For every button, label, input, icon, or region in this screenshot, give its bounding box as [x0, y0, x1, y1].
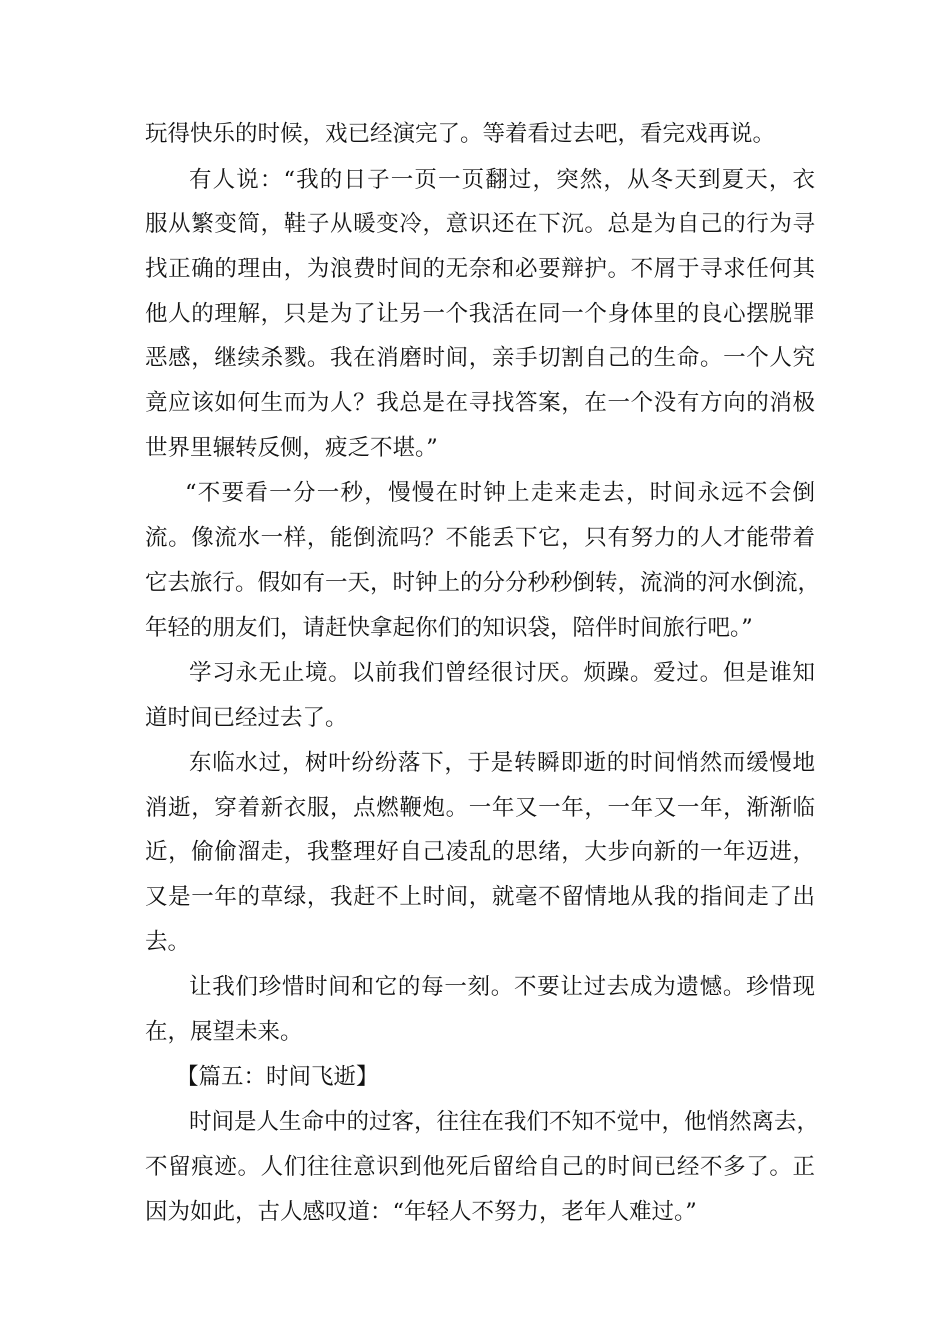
text-line: 有人说：“我的日子一页一页翻过，突然，从冬天到夏天，衣 [189, 167, 815, 193]
text-line: 道时间已经过去了。 [145, 705, 348, 731]
text-line: 时间是人生命中的过客，往往在我们不知不觉中，他悄然离去， [189, 1109, 820, 1135]
section-heading: 【篇五：时间飞逝】 [176, 1064, 379, 1090]
text-line: 近，偷偷溜走，我整理好自己凌乱的思绪，大步向新的一年迈进， [145, 839, 815, 865]
text-line: 又是一年的草绿，我赶不上时间，就毫不留情地从我的指间走了出 [145, 884, 815, 910]
text-line: 东临水过，树叶纷纷落下，于是转瞬即逝的时间悄然而缓慢地 [189, 750, 815, 776]
text-line: 玩得快乐的时候，戏已经演完了。等着看过去吧，看完戏再说。 [145, 121, 776, 147]
text-line: 年轻的朋友们，请赶快拿起你们的知识袋，陪伴时间旅行吧。” [145, 615, 753, 641]
text-line: 恶感，继续杀戮。我在消磨时间，亲手切割自己的生命。一个人究 [145, 345, 815, 371]
text-line: 让我们珍惜时间和它的每一刻。不要让过去成为遗憾。珍惜现 [189, 974, 815, 1000]
text-line: “不要看一分一秒，慢慢在时钟上走来走去，时间永远不会倒 [185, 480, 815, 506]
text-line: 世界里辗转反侧，疲乏不堪。” [145, 435, 438, 461]
text-line: 去。 [145, 929, 191, 955]
text-line: 竟应该如何生而为人？我总是在寻找答案，在一个没有方向的消极 [145, 390, 815, 416]
text-line: 不留痕迹。人们往往意识到他死后留给自己的时间已经不多了。正 [145, 1154, 815, 1180]
text-line: 消逝，穿着新衣服，点燃鞭炮。一年又一年，一年又一年，渐渐临 [145, 795, 815, 821]
text-line: 学习永无止境。以前我们曾经很讨厌。烦躁。爱过。但是谁知 [189, 660, 815, 686]
text-line: 流。像流水一样，能倒流吗？不能丢下它，只有努力的人才能带着 [145, 525, 815, 551]
text-line: 因为如此，古人感叹道：“年轻人不努力，老年人难过。” [145, 1199, 697, 1225]
text-line: 它去旅行。假如有一天，时钟上的分分秒秒倒转，流淌的河水倒流， [145, 570, 821, 596]
text-line: 在，展望未来。 [145, 1019, 303, 1045]
text-line: 找正确的理由，为浪费时间的无奈和必要辩护。不屑于寻求任何其 [145, 256, 815, 282]
text-line: 他人的理解，只是为了让另一个我活在同一个身体里的良心摆脱罪 [145, 301, 815, 327]
text-line: 服从繁变简，鞋子从暖变冷，意识还在下沉。总是为自己的行为寻 [145, 211, 815, 237]
